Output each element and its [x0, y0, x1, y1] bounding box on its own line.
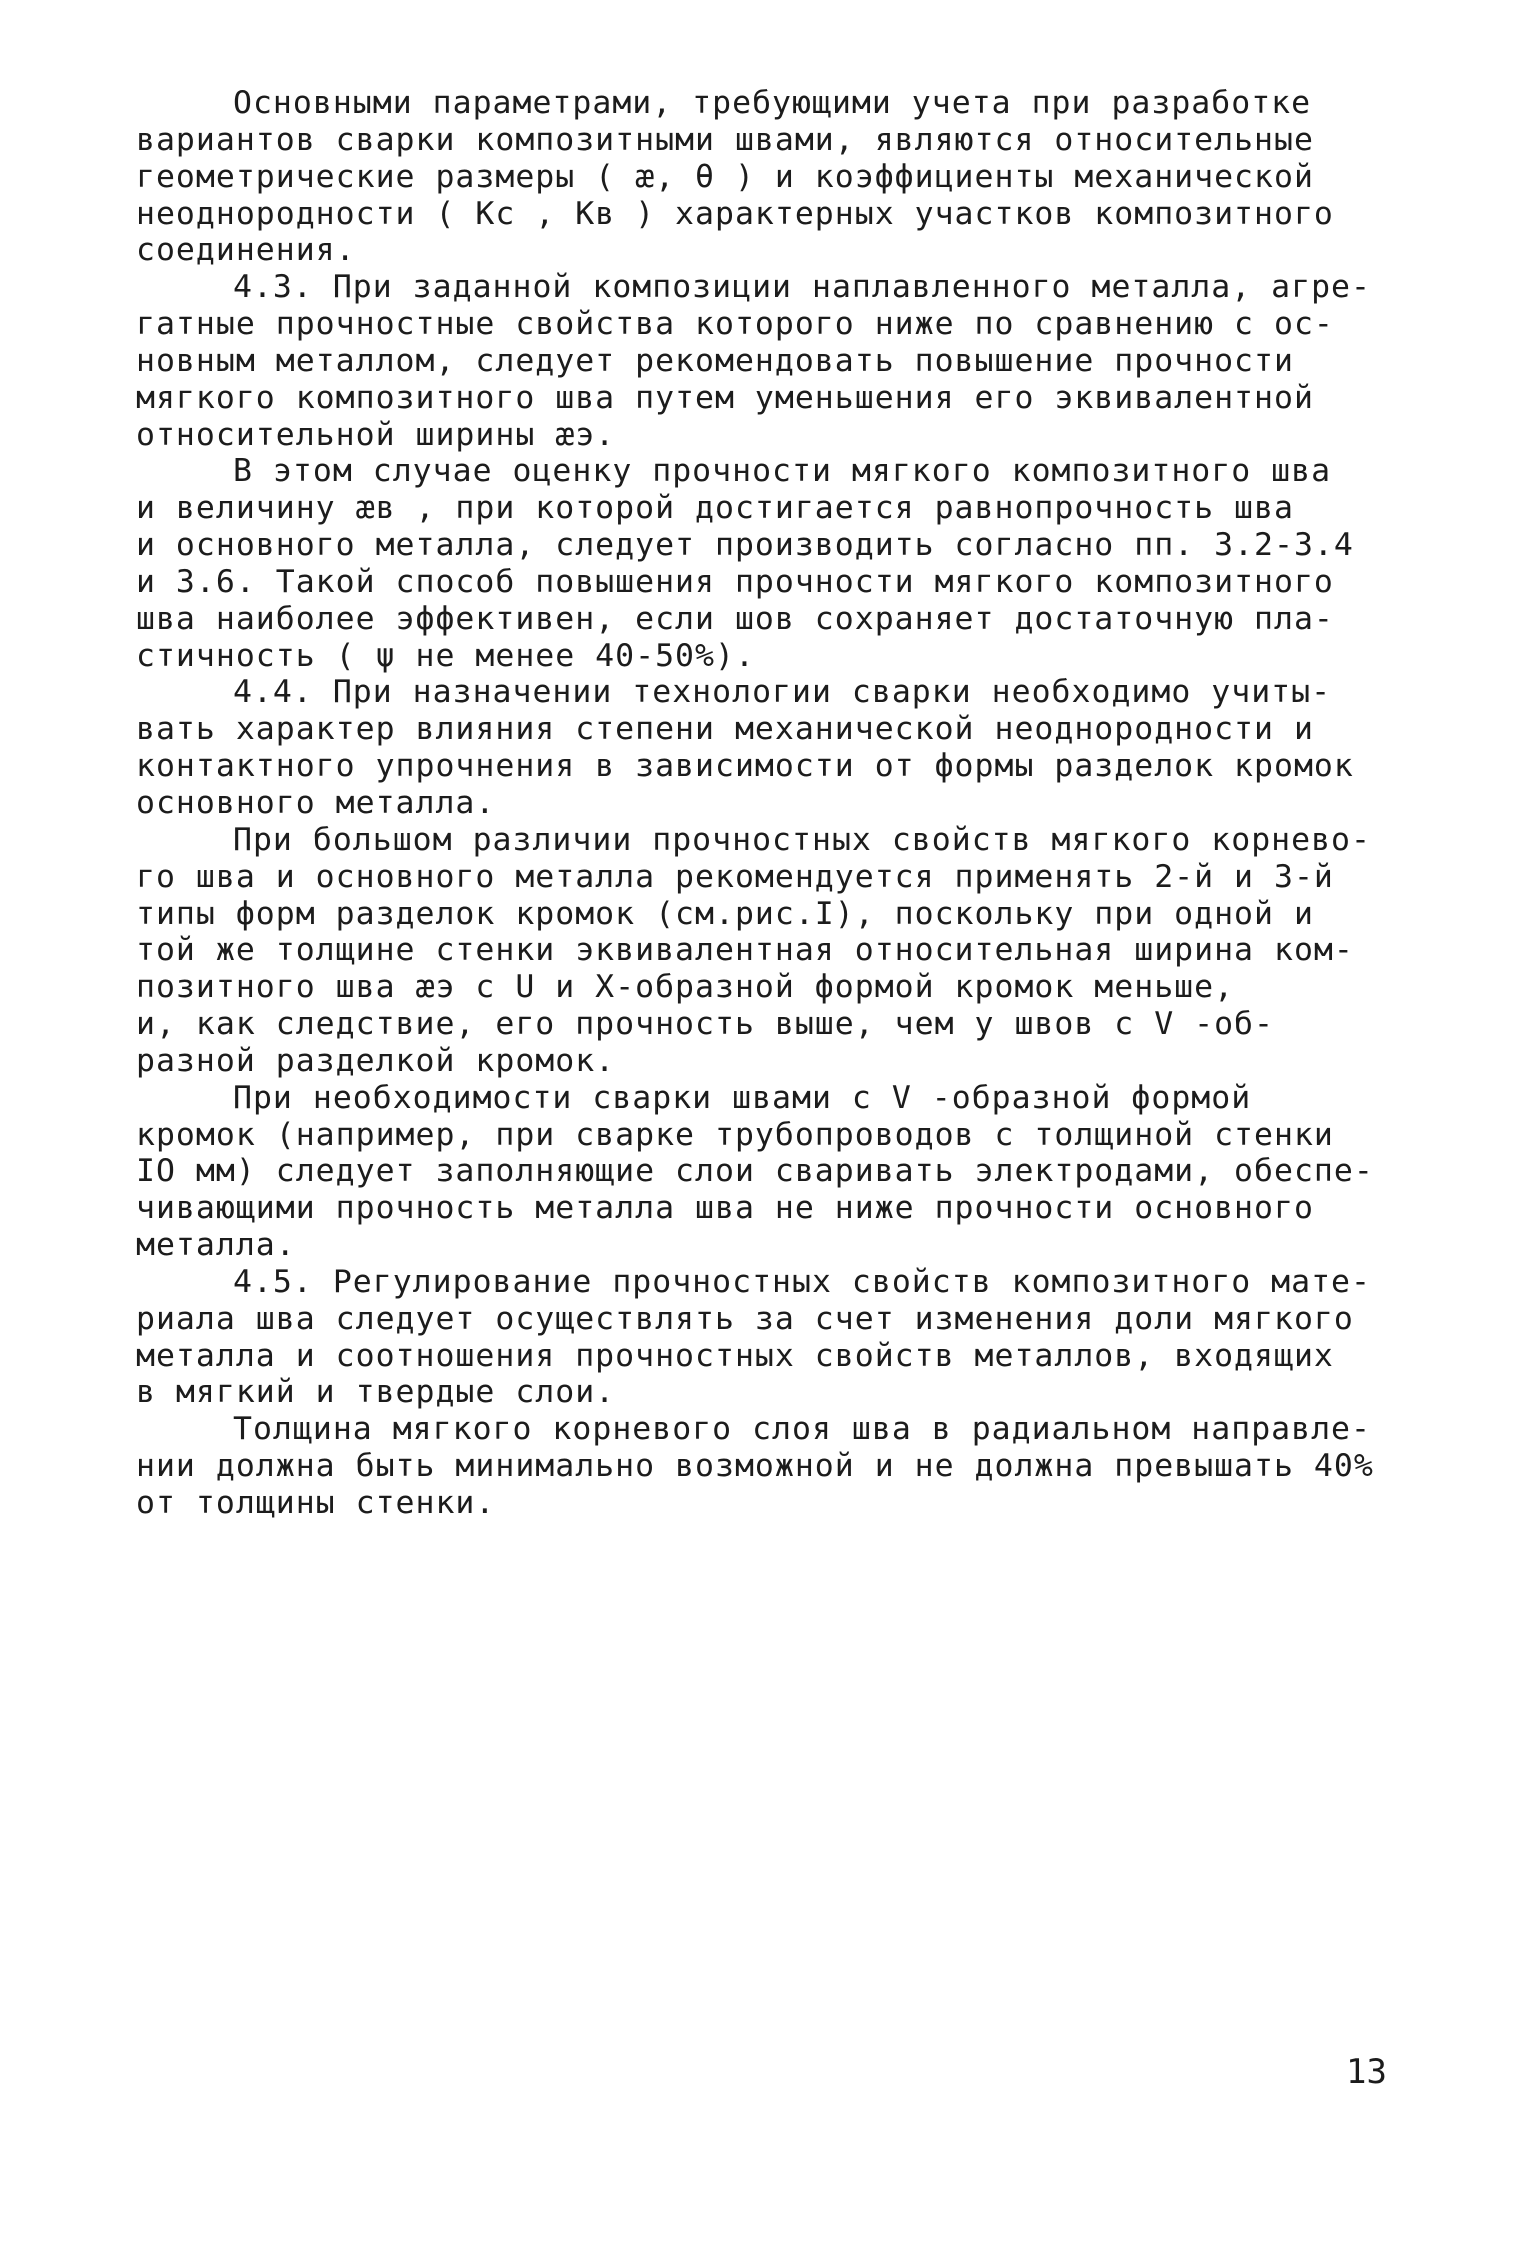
- text-line: позитного шва ӕэ с U и Х-образной формой кромок меньше,: [136, 969, 1235, 1006]
- text-line: металла и соотношения прочностных свойств металлов, входящих: [136, 1337, 1334, 1374]
- text-line: разной разделкой кромок.: [136, 1042, 616, 1079]
- text-line: неоднородности ( Kc , Kв ) характерных участков композитного: [136, 195, 1334, 232]
- text-line: гатные прочностные свойства которого ниже по сравнению с ос-: [136, 306, 1334, 343]
- text-line: Основными параметрами, требующими учета при разработке: [233, 85, 1312, 121]
- text-line: риала шва следует осуществлять за счет изменения доли мягкого: [136, 1300, 1354, 1337]
- page-number: 13: [1346, 2052, 1387, 2092]
- text-line: нии должна быть минимально возможной и не должна превышать 40%: [136, 1448, 1374, 1485]
- text-line: типы форм разделок кромок (см.рис.I), поскольку при одной и: [136, 895, 1314, 932]
- text-line: чивающими прочность металла шва не ниже прочности основного: [136, 1190, 1314, 1227]
- text-line: и 3.6. Такой способ повышения прочности мягкого композитного: [136, 563, 1334, 600]
- text-line: Толщина мягкого корневого слоя шва в радиальном направле-: [233, 1411, 1371, 1448]
- text-line: той же толщине стенки эквивалентная относительная ширина ком-: [136, 932, 1354, 969]
- text-line: IO мм) следует заполняющие слои сваривать электродами, обеспе-: [136, 1153, 1374, 1190]
- text-line: В этом случае оценку прочности мягкого композитного шва: [233, 453, 1332, 490]
- text-line: вать характер влияния степени механической неоднородности и: [136, 711, 1314, 748]
- text-line: относительной ширины ӕэ.: [136, 416, 616, 453]
- text-line: кромок (например, при сварке трубопроводов с толщиной стенки: [136, 1116, 1334, 1153]
- text-line: соединения.: [136, 232, 356, 269]
- text-line: и основного металла, следует производить согласно пп. 3.2-3.4: [136, 527, 1354, 564]
- text-line: и, как следствие, его прочность выше, чем у швов с V -об-: [136, 1006, 1274, 1043]
- text-line: 4.5. Регулирование прочностных свойств композитного мате-: [233, 1263, 1371, 1300]
- text-line: 4.3. При заданной композиции наплавленного металла, агре-: [233, 269, 1371, 306]
- text-line: основного металла.: [136, 785, 496, 821]
- text-line: контактного упрочнения в зависимости от формы разделок кромок: [136, 748, 1354, 785]
- text-line: и величину ӕв , при которой достигается равнопрочность шва: [136, 490, 1294, 527]
- text-line: металла.: [136, 1227, 296, 1264]
- text-line: При большом различии прочностных свойств мягкого корнево-: [233, 821, 1371, 858]
- text-line: мягкого композитного шва путем уменьшения его эквивалентной: [136, 379, 1314, 416]
- text-line: При необходимости сварки швами с V -образной формой: [233, 1079, 1252, 1116]
- text-line: новным металлом, следует рекомендовать повышение прочности: [136, 342, 1294, 379]
- text-line: в мягкий и твердые слои.: [136, 1374, 616, 1411]
- text-line: шва наиболее эффективен, если шов сохраняет достаточную пла-: [136, 600, 1334, 637]
- text-line: 4.4. При назначении технологии сварки необходимо учиты-: [233, 674, 1332, 711]
- text-line: вариантов сварки композитными швами, являются относительные: [136, 121, 1314, 158]
- text-line: стичность ( ψ не менее 40-50%).: [136, 637, 755, 674]
- text-line: от толщины стенки.: [136, 1485, 496, 1521]
- text-line: геометрические размеры ( ӕ, θ ) и коэффициенты механической: [136, 158, 1314, 195]
- text-line: го шва и основного металла рекомендуется применять 2-й и 3-й: [136, 858, 1334, 895]
